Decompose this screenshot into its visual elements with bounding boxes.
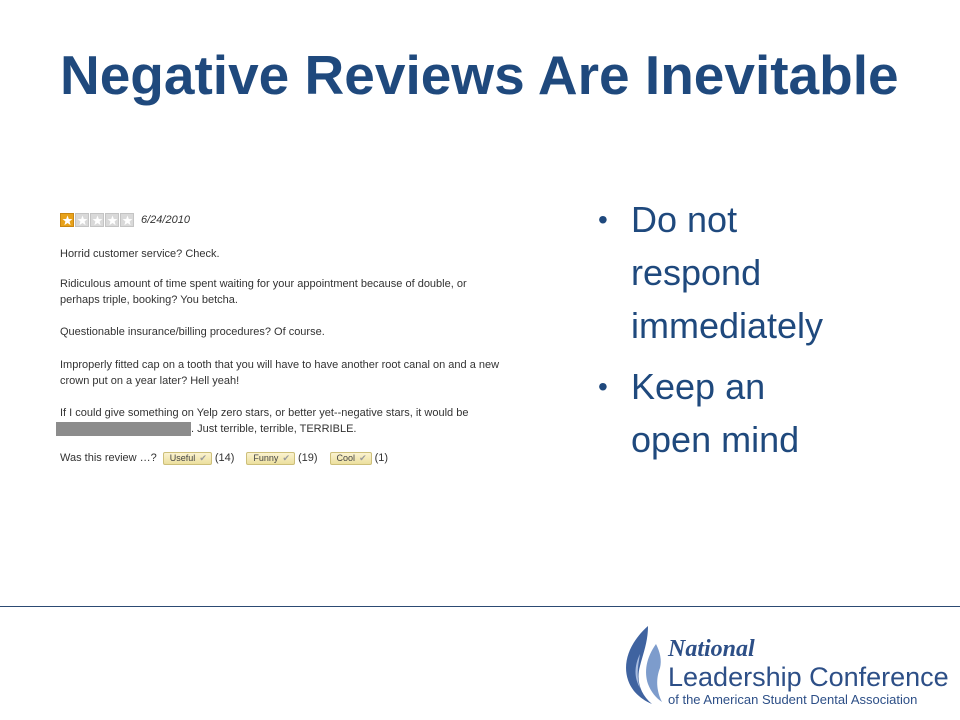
logo-conference-text: Leadership Conference <box>668 662 949 692</box>
cool-vote-count: (1) <box>374 452 389 464</box>
funny-vote-label: Funny <box>253 453 279 463</box>
review-line: perhaps triple, booking? You betcha. <box>60 294 238 306</box>
review-line: If I could give something on Yelp zero stars, or better yet--negative stars, it would be <box>60 407 469 419</box>
funny-vote-count: (19) <box>297 452 318 464</box>
slide-title: Negative Reviews Are Inevitable <box>60 44 899 106</box>
bullet-text: Keep an <box>631 366 766 407</box>
footer-divider <box>0 606 960 607</box>
review-date: 6/24/2010 <box>141 214 190 226</box>
review-line: crown put on a year later? Hell yeah! <box>60 375 240 387</box>
bullet-item <box>598 193 928 352</box>
bullet-list <box>598 193 928 474</box>
rating-row <box>60 212 190 228</box>
bullet-item <box>598 360 928 466</box>
useful-vote-count: (14) <box>214 452 235 464</box>
bullet-dot-icon: • <box>598 204 608 235</box>
bullet-text: Do not <box>631 199 738 240</box>
bullet-text: respond <box>631 252 762 293</box>
flame-icon <box>618 624 668 706</box>
star-empty-icon <box>90 213 104 227</box>
review-line: Improperly fitted cap on a tooth that you will have to have another root canal on and a new <box>60 359 500 371</box>
star-empty-icon <box>105 213 119 227</box>
check-icon: ✔ <box>199 453 207 463</box>
vote-prompt: Was this review …? <box>60 452 157 464</box>
review-line: Ridiculous amount of time spent waiting for your appointment because of double, or <box>60 278 467 290</box>
logo-national-text: National <box>668 636 755 662</box>
conference-logo <box>618 624 949 708</box>
cool-vote-label: Cool <box>336 453 356 463</box>
vote-row <box>60 451 394 465</box>
cool-vote-button[interactable] <box>330 452 372 465</box>
useful-vote-button[interactable] <box>163 452 212 465</box>
bullet-dot-icon: • <box>598 371 608 402</box>
star-empty-icon <box>75 213 89 227</box>
review-line: Horrid customer service? Check. <box>60 248 220 260</box>
review-line: Questionable insurance/billing procedures? Of course. <box>60 326 325 338</box>
review-line-redacted <box>56 422 356 436</box>
bullet-text: immediately <box>631 305 824 346</box>
check-icon: ✔ <box>282 453 290 463</box>
redaction-bar <box>56 422 191 436</box>
star-empty-icon <box>120 213 134 227</box>
useful-vote-label: Useful <box>169 453 196 463</box>
funny-vote-button[interactable] <box>246 452 295 465</box>
star-filled-icon <box>60 213 74 227</box>
review-line-tail: . Just terrible, terrible, TERRIBLE. <box>191 423 357 435</box>
bullet-text: open mind <box>631 419 800 460</box>
check-icon: ✔ <box>359 453 367 463</box>
logo-subtitle-text: of the American Student Dental Association <box>668 692 918 707</box>
